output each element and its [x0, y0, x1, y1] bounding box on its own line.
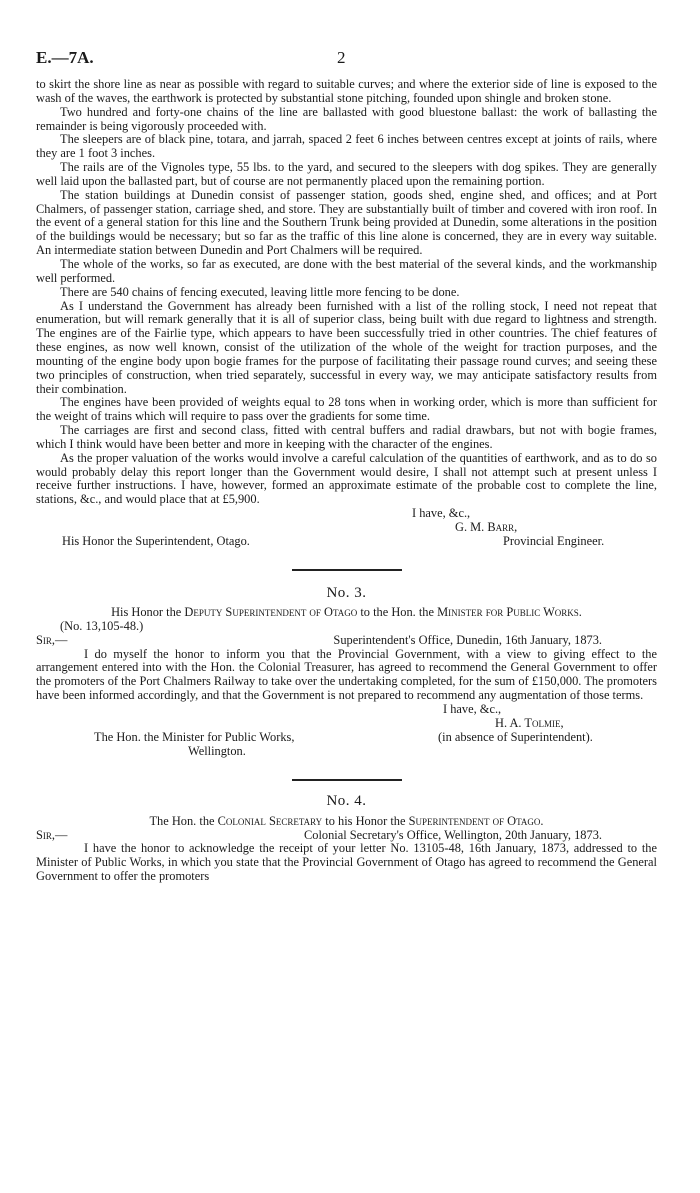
document-reference: E.—7A.: [36, 48, 94, 67]
addressee: His Honor the Superintendent, Otago.: [62, 534, 250, 549]
addressee-block: [36, 731, 657, 745]
addressee-city: Wellington.: [188, 743, 246, 758]
letter-from: Deputy Superintendent of Otago: [184, 605, 358, 619]
addressee: The Hon. the Minister for Public Works,: [94, 729, 295, 744]
letter-heading: The Hon. the Colonial Secretary to his Honor the Superintendent of Otago.: [149, 813, 544, 828]
addressee-block: [36, 745, 657, 759]
paragraph: The carriages are first and second class, fitted with central buffers and radial drawbars, but not with bogie frames, which I think would have been better and more in keeping with the character of the engines.: [36, 423, 657, 451]
closing-block: [36, 703, 657, 717]
paragraph: I do myself the honor to inform you that the Provincial Government, with a view to giving effect to the arrangement entered into with the Hon. the Colonial Treasurer, has agreed to recommend the General Government to offer the promoters of the Port Chalmers Railway to take over the undertaking completed, for the sum of £150,000. The promoters have been informed accordingly, and that the Government is not prepared to recommend any augmentation of those terms.: [36, 646, 657, 703]
closing-block: [36, 507, 657, 521]
letter-reference: (No. 13,105-48.): [60, 618, 144, 633]
letter-to: Superintendent of Otago.: [408, 813, 544, 828]
paragraph: The rails are of the Vignoles type, 55 lbs. to the yard, and secured to the sleepers with dog spikes. They are generally well laid upon the ballasted part, but of course are not permanently placed upon the remaining portion.: [36, 160, 657, 188]
dateline: Superintendent's Office, Dunedin, 16th January, 1873.: [333, 632, 602, 647]
salutation: Sir,—: [36, 827, 68, 842]
closing: I have, &c.,: [412, 506, 471, 521]
paragraph: The whole of the works, so far as executed, are done with the best material of the several kinds, and the workmanship well performed.: [36, 256, 657, 285]
paragraph: to skirt the shore line as near as possible with regard to suitable curves; and where the exterior side of line is exposed to the wash of the waves, the earthwork is protected by substantial stone pitching, founded upon shingle and broken stone.: [36, 77, 657, 105]
salutation: Sir,—: [36, 632, 68, 647]
letter-number: No. 4.: [326, 792, 367, 809]
letter-to: Minister for Public Works.: [437, 605, 582, 619]
salutation-line: [36, 634, 657, 648]
letter-from: Colonial Secretary: [217, 813, 323, 828]
signatory-title: Provincial Engineer.: [503, 534, 605, 549]
letter-heading: His Honor the Deputy Superintendent of Otago to the Hon. the Minister for Public Works.: [111, 605, 582, 619]
signature-block: [36, 521, 657, 535]
page-number: 2: [337, 48, 346, 67]
paragraph: The engines have been provided of weights equal to 28 tons when in working order, which is more than sufficient for the weight of trains which will require to pass over the gradients for some time.: [36, 395, 657, 424]
signatory: G. M. Barr,: [455, 520, 518, 535]
document-body: [36, 78, 657, 884]
paragraph: As I understand the Government has already been furnished with a list of the rolling stock, I need not repeat that enumeration, but will remark generally that it is all of superior class, being built with due regard to lightness and strength. The engines are of the Fairlie type, which appears to have been successfully tried in other countries. The chief features of these engines, as now well known, consist of the utilization of the whole of the weight for traction purposes, and the mounting of the engine body upon bogie frames for the purpose of facilitating their passage round curves; and seeing these two principles of construction, when tried separately, successful in every way, we may anticipate satisfactory results from their combination.: [36, 298, 657, 396]
addressee-block: [36, 535, 657, 549]
paragraph: I have the honor to acknowledge the receipt of your letter No. 13105-48, 16th January, 1873, addressed to the Minister of Public Works, in which you state that the Provincial Government of Otago has agreed to recommend the General Government to offer the promoters: [36, 841, 657, 884]
paragraph: As the proper valuation of the works would involve a careful calculation of the quantities of earthwork, and as to do so would probably delay this report longer than the Government would desire, I shall not attempt such at present unless I receive further instructions. I have, however, formed an approximate estimate of the probable cost to complete the line, stations, &c., and would place that at £5,900.: [36, 450, 657, 507]
signatory: H. A. Tolmie,: [495, 715, 564, 730]
paragraph: Two hundred and forty-one chains of the line are ballasted with good bluestone ballast: the work of ballasting the remainder is being vigorously proceeded with.: [36, 104, 657, 133]
paragraph: The sleepers are of black pine, totara, and jarrah, spaced 2 feet 6 inches between centres except at joints of rails, where they are 1 foot 3 inches.: [36, 132, 657, 161]
signature-block: [36, 717, 657, 731]
signatory-note: (in absence of Superintendent).: [438, 729, 593, 744]
paragraph: The station buildings at Dunedin consist of passenger station, goods shed, engine shed, and offices; and at Port Chalmers, of passenger station, carriage shed, and store. They are substantially built of timber and covered with iron roof. In the event of a general station for this line and the Southern Trunk being provided at Dunedin, some alterations in the position of the buildings would be necessary; but so far as the traffic of this line alone is concerned, they are in every way suitable. An intermediate station between Dunedin and Port Chalmers will be required.: [36, 187, 657, 258]
salutation-line: [36, 829, 657, 843]
closing: I have, &c.,: [443, 701, 502, 716]
letter-number: No. 3.: [326, 585, 367, 602]
paragraph: There are 540 chains of fencing executed, leaving little more fencing to be done.: [60, 284, 460, 299]
dateline: Colonial Secretary's Office, Wellington, 20th January, 1873.: [304, 827, 602, 842]
